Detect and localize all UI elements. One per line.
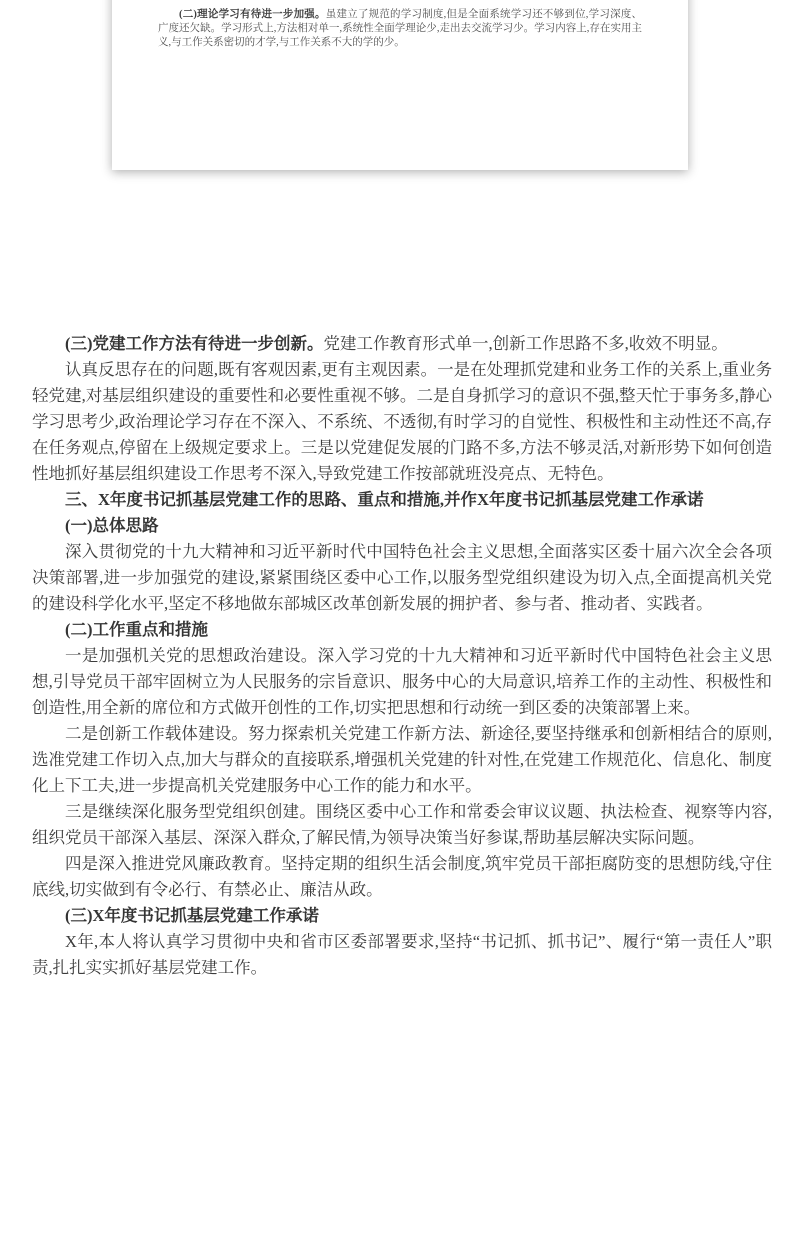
document-page-preview (112, 0, 688, 170)
paragraph (32, 331, 772, 357)
paragraph-text: 党建工作教育形式单一,创新工作思路不多,收效不明显。 (323, 334, 728, 353)
article-body (32, 331, 772, 981)
section-heading: (一)总体思路 (65, 516, 159, 535)
paragraph: 三是继续深化服务型党组织创建。围绕区委中心工作和常委会审议议题、执法检查、视察等内容,组织党员干部深入基层、深深入群众,了解民情,为领导决策当好参谋,帮助基层解决实际问题。 (32, 802, 772, 847)
paragraph: 深入贯彻党的十九大精神和习近平新时代中国特色社会主义思想,全面落实区委十届六次全会各项决策部署,进一步加强党的建设,紧紧围绕区委中心工作,以服务型党组织建设为切入点,全面提高机关党的建设科学化水平,坚定不移地做东部城区改革创新发展的拥护者、参与者、推动者、实践者。 (32, 542, 772, 613)
preview-paragraph-text: 虽建立了规范的学习制度,但是全面系统学习还不够到位,学习深度、广度还欠缺。学习形式上,方法相对单一,系统性全面学理论少,走出去交流学习少。学习内容上,存在实用主义,与工作关系密切的才学,与工作关系不大的学的少。 (158, 9, 642, 48)
paragraph: X年,本人将认真学习贯彻中央和省市区委部署要求,坚持“书记抓、抓书记”、履行“第一责任人”职责,扎扎实实抓好基层党建工作。 (32, 932, 772, 977)
preview-paragraph-lead: (二)理论学习有待进一步加强。 (179, 9, 326, 20)
paragraph: 四是深入推进党风廉政教育。坚持定期的组织生活会制度,筑牢党员干部拒腐防变的思想防线,守住底线,切实做到有令必行、有禁必止、廉洁从政。 (32, 854, 772, 899)
section-heading: (二)工作重点和措施 (65, 620, 208, 639)
preview-paragraph (158, 8, 642, 50)
paragraph: 二是创新工作载体建设。努力探索机关党建工作新方法、新途径,要坚持继承和创新相结合的原则,选准党建工作切入点,加大与群众的直接联系,增强机关党建的针对性,在党建工作规范化、信息化、制度化上下工夫,进一步提高机关党建服务中心工作的能力和水平。 (32, 724, 772, 795)
section-heading: 三、X年度书记抓基层党建工作的思路、重点和措施,并作X年度书记抓基层党建工作承诺 (65, 490, 704, 509)
section-heading: (三)X年度书记抓基层党建工作承诺 (65, 906, 319, 925)
paragraph: 认真反思存在的问题,既有客观因素,更有主观因素。一是在处理抓党建和业务工作的关系上,重业务轻党建,对基层组织建设的重要性和必要性重视不够。二是自身抓学习的意识不强,整天忙于事务多,静心学习思考少,政治理论学习存在不深入、不系统、不透彻,有时学习的自觉性、积极性和主动性还不高,存在任务观点,停留在上级规定要求上。三是以党建促发展的门路不多,方法不够灵活,对新形势下如何创造性地抓好基层组织建设工作思考不深入,导致党建工作按部就班没亮点、无特色。 (32, 360, 772, 483)
paragraph: 一是加强机关党的思想政治建设。深入学习党的十九大精神和习近平新时代中国特色社会主义思想,引导党员干部牢固树立为人民服务的宗旨意识、服务中心的大局意识,培养工作的主动性、积极性和创造性,用全新的席位和方式做开创性的工作,切实把思想和行动统一到区委的决策部署上来。 (32, 646, 772, 717)
paragraph-lead: (三)党建工作方法有待进一步创新。 (65, 334, 324, 353)
